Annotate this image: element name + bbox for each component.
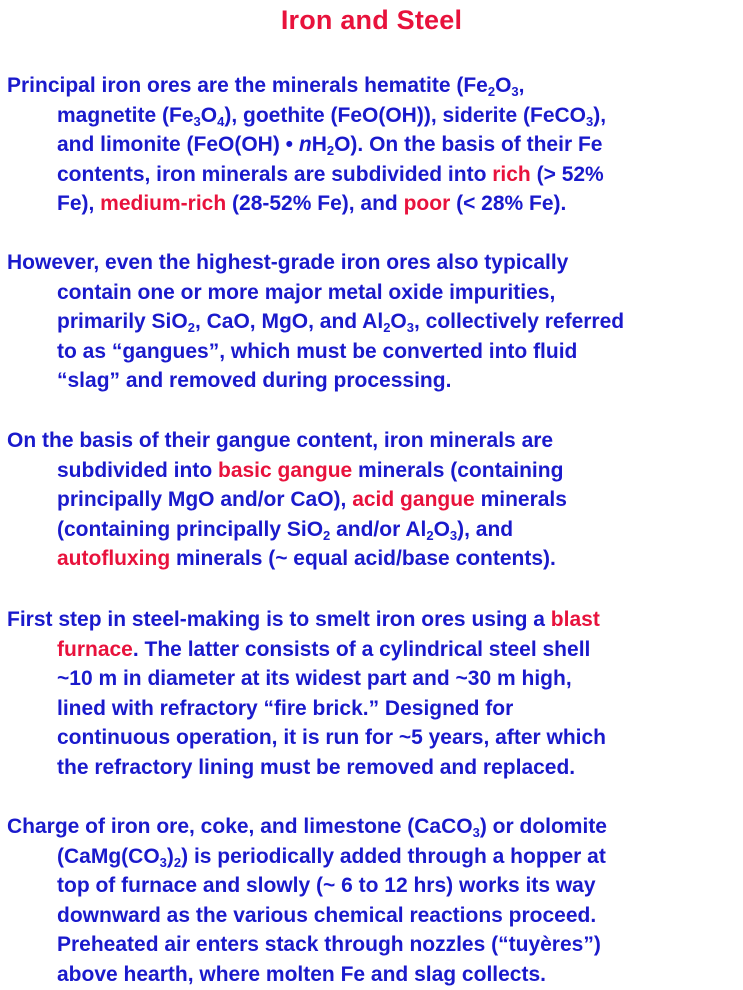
page-title: Iron and Steel (280, 5, 463, 35)
text-line: Fe), medium-rich (28-52% Fe), and poor (< 28% Fe). (57, 192, 567, 216)
text-line: top of furnace and slowly (~ 6 to 12 hrs) works its way (57, 874, 596, 898)
paragraph-gangue-content (7, 426, 741, 574)
text-line: and limonite (FeO(OH) • $nH_2O$). On the basis of their Fe (57, 133, 603, 159)
highlight-term: rich (492, 162, 531, 186)
highlight-term: furnace (57, 637, 133, 661)
text-line: “slag” and removed during processing. (57, 369, 452, 393)
text-line: First step in steel-making is to smelt iron ores using a blast (7, 608, 600, 631)
text-line: ~10 m in diameter at its widest part and ~30 m high, (57, 667, 572, 691)
highlight-term: blast (550, 608, 600, 631)
text-line: (containing principally SiO$_2$ and/or $Al_2O_3$), and (57, 517, 514, 543)
text-line: autofluxing minerals (~ equal acid/base contents). (57, 547, 556, 571)
text-line: On the basis of their gangue content, iron minerals are (7, 429, 554, 452)
text-line: Preheated air enters stack through nozzles (“tuyères”) (57, 933, 601, 957)
text-line: Charge of iron ore, coke, and limestone (CaCO$_3$) or dolomite (7, 815, 607, 840)
highlight-term: acid gangue (352, 488, 475, 512)
text-line: primarily SiO$_2$, CaO, MgO, and $Al_2O_3$, collectively referred (57, 310, 625, 336)
text-line: continuous operation, it is run for ~5 years, after which (57, 726, 607, 750)
text-line: subdivided into basic gangue minerals (containing (57, 458, 564, 482)
highlight-term: medium-rich (100, 192, 227, 216)
text-line: principally MgO and/or CaO), acid gangue minerals (57, 488, 567, 512)
paragraph-charge (7, 812, 741, 990)
paragraph-gangues (7, 248, 741, 396)
text-line: contents, iron minerals are subdivided into rich (> 52% (57, 162, 604, 186)
highlight-term: poor (403, 192, 451, 216)
text-line: the refractory lining must be removed and replaced. (57, 755, 576, 779)
text-line: above hearth, where molten Fe and slag collects. (57, 962, 546, 986)
paragraph-blast-furnace (7, 605, 741, 783)
text-line: contain one or more major metal oxide impurities, (57, 280, 556, 304)
text-line: $(CaMg(CO_3)_2)$ is periodically added through a hopper at (57, 844, 606, 870)
text-line: furnace. The latter consists of a cylindrical steel shell (57, 637, 591, 661)
highlight-term: autofluxing (57, 547, 171, 571)
text-line: magnetite $(Fe_3O_4)$, goethite (FeO(OH)), siderite (FeCO$_3$), (57, 103, 607, 129)
text-line: lined with refractory “fire brick.” Designed for (57, 696, 514, 720)
text-line: Principal iron ores are the minerals hematite ($Fe_2O_3$, (7, 74, 525, 99)
text-line: However, even the highest-grade iron ores also typically (7, 251, 569, 274)
text-line: downward as the various chemical reactions proceed. (57, 903, 597, 927)
paragraph-iron-ores (7, 71, 741, 219)
highlight-term: basic gangue (218, 458, 353, 482)
text-line: to as “gangues”, which must be converted into fluid (57, 339, 578, 363)
